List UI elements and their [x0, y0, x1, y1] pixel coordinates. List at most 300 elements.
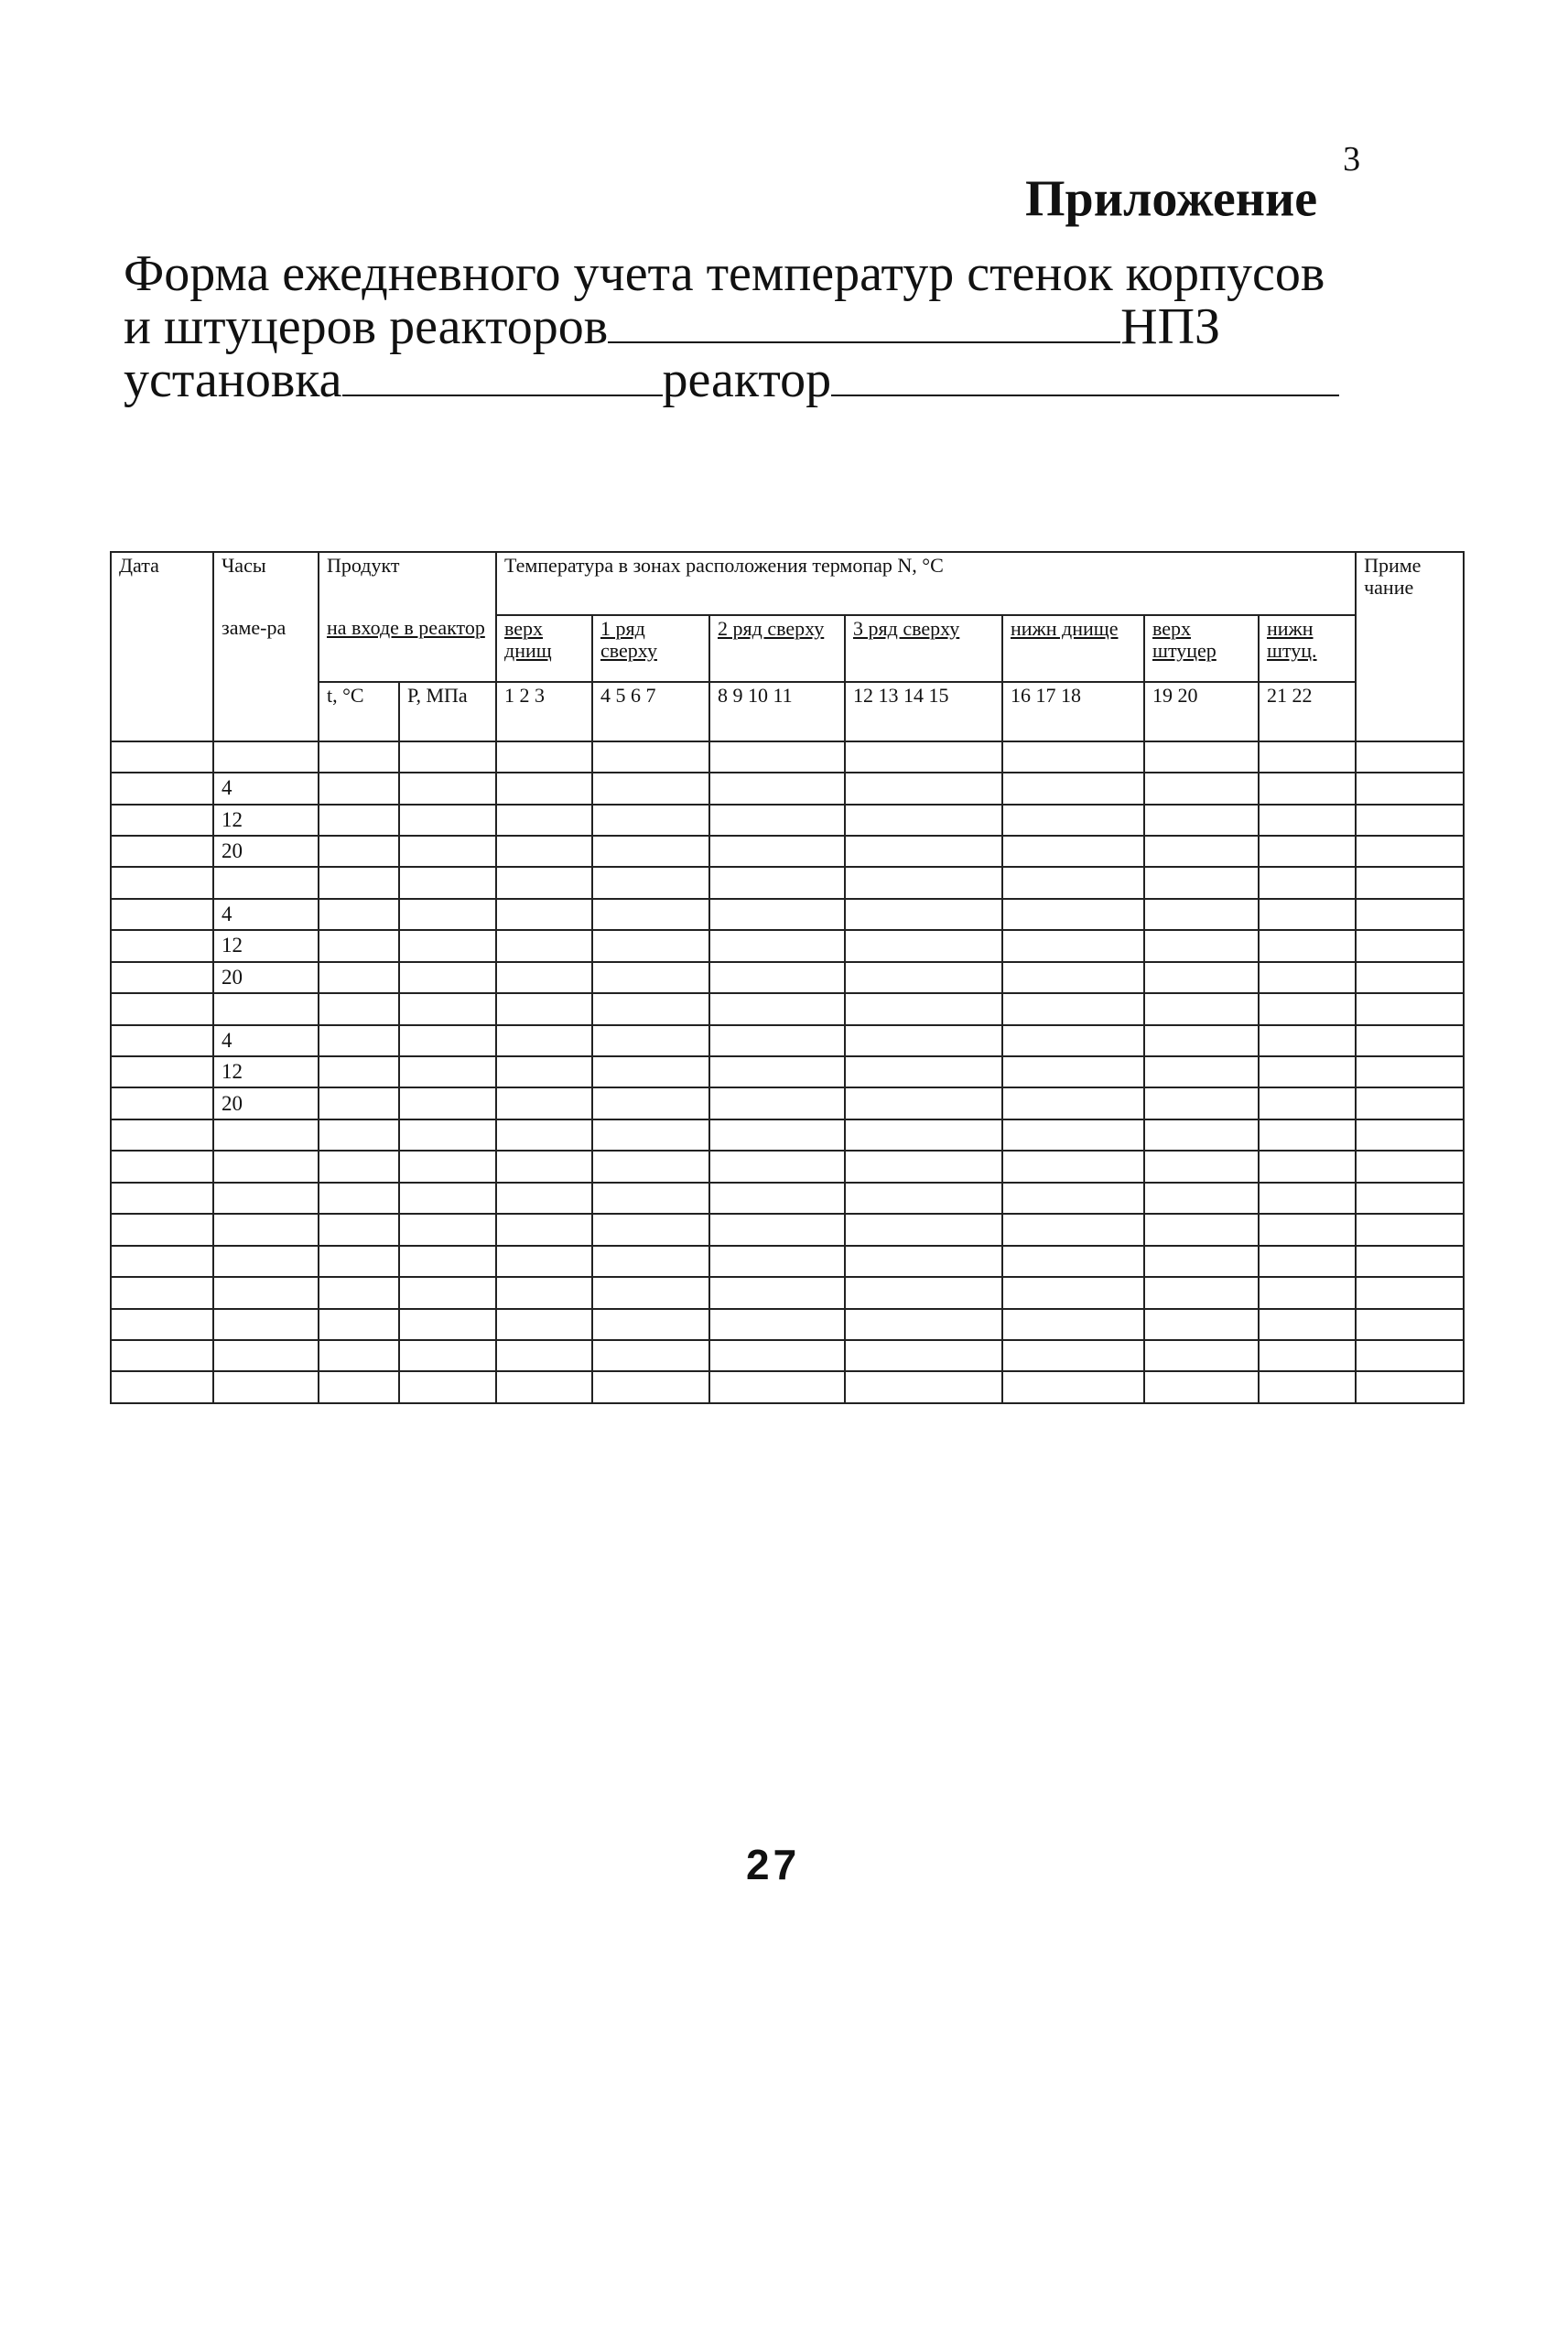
entry-cell[interactable]: [1144, 1309, 1259, 1340]
entry-cell[interactable]: [1002, 1087, 1144, 1119]
entry-cell[interactable]: [1259, 1056, 1356, 1087]
entry-cell[interactable]: [1259, 1183, 1356, 1214]
entry-cell[interactable]: [1356, 930, 1464, 961]
entry-cell[interactable]: [1002, 1183, 1144, 1214]
entry-cell[interactable]: [1144, 1087, 1259, 1119]
entry-cell[interactable]: [1356, 1056, 1464, 1087]
entry-cell[interactable]: [319, 993, 399, 1024]
entry-cell[interactable]: [319, 1340, 399, 1371]
hour-cell[interactable]: [213, 1246, 319, 1277]
entry-cell[interactable]: [845, 1025, 1002, 1056]
entry-cell[interactable]: [399, 1119, 496, 1151]
appendix-label: Приложение: [1025, 170, 1318, 228]
entry-cell[interactable]: [709, 1025, 845, 1056]
entry-cell[interactable]: [496, 1183, 592, 1214]
entry-cell[interactable]: [1356, 993, 1464, 1024]
header-pressure-col: Р, МПа: [399, 682, 496, 741]
entry-cell[interactable]: [496, 867, 592, 898]
entry-cell[interactable]: [111, 1340, 213, 1371]
entry-cell[interactable]: [1259, 962, 1356, 993]
entry-cell[interactable]: [1356, 1277, 1464, 1308]
entry-cell[interactable]: [1259, 1214, 1356, 1245]
entry-cell[interactable]: [399, 930, 496, 961]
table-row: [111, 867, 1464, 898]
entry-cell[interactable]: [1259, 1371, 1356, 1403]
entry-cell[interactable]: [399, 867, 496, 898]
entry-cell[interactable]: [1002, 1025, 1144, 1056]
hour-cell[interactable]: [213, 1183, 319, 1214]
entry-cell[interactable]: [1144, 741, 1259, 773]
entry-cell[interactable]: [709, 805, 845, 836]
entry-cell[interactable]: [592, 962, 709, 993]
entry-cell[interactable]: [709, 1277, 845, 1308]
entry-cell[interactable]: [1002, 899, 1144, 930]
entry-cell[interactable]: [709, 993, 845, 1024]
entry-cell[interactable]: [845, 805, 1002, 836]
title-line-2: [124, 300, 1405, 353]
entry-cell[interactable]: [319, 1056, 399, 1087]
entry-cell[interactable]: [1259, 993, 1356, 1024]
entry-cell[interactable]: [319, 805, 399, 836]
entry-cell[interactable]: [496, 836, 592, 867]
entry-cell[interactable]: [496, 1151, 592, 1182]
entry-cell[interactable]: [592, 993, 709, 1024]
entry-cell[interactable]: [111, 993, 213, 1024]
entry-cell[interactable]: [399, 1214, 496, 1245]
entry-cell[interactable]: [496, 930, 592, 961]
hour-cell[interactable]: 12: [213, 805, 319, 836]
zone-numbers-4: 12 13 14 15: [845, 682, 1002, 741]
header-date: Дата: [111, 552, 213, 741]
entry-cell[interactable]: [709, 1371, 845, 1403]
entry-cell[interactable]: [111, 867, 213, 898]
hour-cell[interactable]: 20: [213, 836, 319, 867]
entry-cell[interactable]: [709, 1246, 845, 1277]
entry-cell[interactable]: [1356, 899, 1464, 930]
entry-cell[interactable]: [496, 962, 592, 993]
form-title: [124, 247, 1405, 406]
entry-cell[interactable]: [111, 1025, 213, 1056]
entry-cell[interactable]: [1144, 867, 1259, 898]
hour-cell[interactable]: 20: [213, 962, 319, 993]
entry-cell[interactable]: [845, 962, 1002, 993]
hour-cell[interactable]: [213, 993, 319, 1024]
table-row: [111, 1214, 1464, 1245]
entry-cell[interactable]: [111, 773, 213, 804]
entry-cell[interactable]: [1144, 1056, 1259, 1087]
entry-cell[interactable]: [111, 1056, 213, 1087]
table-row: [111, 1309, 1464, 1340]
entry-cell[interactable]: [1259, 1246, 1356, 1277]
entry-cell[interactable]: [111, 1371, 213, 1403]
entry-cell[interactable]: [592, 867, 709, 898]
entry-cell[interactable]: [709, 773, 845, 804]
entry-cell[interactable]: [709, 1087, 845, 1119]
entry-cell[interactable]: [399, 1056, 496, 1087]
table-row: [111, 1025, 1464, 1056]
entry-cell[interactable]: [1356, 741, 1464, 773]
entry-cell[interactable]: [845, 1246, 1002, 1277]
entry-cell[interactable]: [1259, 1151, 1356, 1182]
entry-cell[interactable]: [592, 1246, 709, 1277]
entry-cell[interactable]: [1356, 962, 1464, 993]
entry-cell[interactable]: [1144, 1371, 1259, 1403]
zone-label-5-text: нижн днище: [1011, 616, 1119, 640]
reactor-label: реактор: [662, 351, 832, 408]
entry-cell[interactable]: [845, 930, 1002, 961]
entry-cell[interactable]: [845, 1151, 1002, 1182]
entry-cell[interactable]: [709, 1309, 845, 1340]
entry-cell[interactable]: [496, 1246, 592, 1277]
zone-label-6: [1144, 615, 1259, 682]
entry-cell[interactable]: [709, 1151, 845, 1182]
entry-cell[interactable]: [592, 1309, 709, 1340]
entry-cell[interactable]: [1356, 1119, 1464, 1151]
entry-cell[interactable]: [1144, 993, 1259, 1024]
entry-cell[interactable]: [592, 1087, 709, 1119]
entry-cell[interactable]: [1259, 1025, 1356, 1056]
header-hours-bottom: заме-ра: [213, 615, 319, 741]
hour-cell[interactable]: [213, 1340, 319, 1371]
entry-cell[interactable]: [399, 1025, 496, 1056]
entry-cell[interactable]: [1002, 930, 1144, 961]
entry-cell[interactable]: [111, 930, 213, 961]
table-row: [111, 1277, 1464, 1308]
entry-cell[interactable]: [111, 1277, 213, 1308]
entry-cell[interactable]: [709, 899, 845, 930]
entry-cell[interactable]: [496, 1214, 592, 1245]
entry-cell[interactable]: [399, 805, 496, 836]
entry-cell[interactable]: [592, 1371, 709, 1403]
entry-cell[interactable]: [845, 899, 1002, 930]
header-product-sub: [319, 615, 496, 682]
entry-cell[interactable]: [111, 1119, 213, 1151]
entry-cell[interactable]: [496, 899, 592, 930]
entry-cell[interactable]: [592, 805, 709, 836]
entry-cell[interactable]: [319, 1214, 399, 1245]
hour-cell[interactable]: 12: [213, 930, 319, 961]
entry-cell[interactable]: [1259, 930, 1356, 961]
entry-cell[interactable]: [1259, 836, 1356, 867]
entry-cell[interactable]: [319, 1309, 399, 1340]
entry-cell[interactable]: [319, 1371, 399, 1403]
entry-cell[interactable]: [1144, 836, 1259, 867]
entry-cell[interactable]: [399, 962, 496, 993]
entry-cell[interactable]: [845, 1309, 1002, 1340]
table-row: [111, 1151, 1464, 1182]
entry-cell[interactable]: [1002, 1056, 1144, 1087]
entry-cell[interactable]: [845, 1119, 1002, 1151]
entry-cell[interactable]: [1144, 805, 1259, 836]
entry-cell[interactable]: [399, 1309, 496, 1340]
entry-cell[interactable]: [399, 1371, 496, 1403]
entry-cell[interactable]: [592, 741, 709, 773]
entry-cell[interactable]: [709, 1214, 845, 1245]
entry-cell[interactable]: [845, 773, 1002, 804]
entry-cell[interactable]: [1356, 836, 1464, 867]
header-notes: Приме чание: [1356, 552, 1464, 741]
entry-cell[interactable]: [1259, 805, 1356, 836]
entry-cell[interactable]: [1259, 1119, 1356, 1151]
entry-cell[interactable]: [399, 1151, 496, 1182]
entry-cell[interactable]: [319, 930, 399, 961]
entry-cell[interactable]: [592, 1119, 709, 1151]
entry-cell[interactable]: [1259, 773, 1356, 804]
entry-cell[interactable]: [1002, 1214, 1144, 1245]
header-product-top: Продукт: [319, 552, 496, 615]
zone-label-7: [1259, 615, 1356, 682]
entry-cell[interactable]: [496, 1309, 592, 1340]
hour-cell[interactable]: 20: [213, 1087, 319, 1119]
entry-cell[interactable]: [709, 930, 845, 961]
entry-cell[interactable]: [1002, 741, 1144, 773]
hour-cell[interactable]: 4: [213, 899, 319, 930]
entry-cell[interactable]: [319, 773, 399, 804]
hour-cell[interactable]: [213, 1309, 319, 1340]
entry-cell[interactable]: [1356, 1340, 1464, 1371]
entry-cell[interactable]: [111, 962, 213, 993]
entry-cell[interactable]: [709, 1183, 845, 1214]
entry-cell[interactable]: [1002, 805, 1144, 836]
entry-cell[interactable]: [111, 899, 213, 930]
zone-label-1-text: верх днищ: [504, 616, 552, 662]
entry-cell[interactable]: [845, 1371, 1002, 1403]
entry-cell[interactable]: [845, 836, 1002, 867]
entry-cell[interactable]: [709, 836, 845, 867]
entry-cell[interactable]: [1144, 773, 1259, 804]
entry-cell[interactable]: [1356, 1309, 1464, 1340]
entry-cell[interactable]: [1002, 1309, 1144, 1340]
entry-cell[interactable]: [1356, 1371, 1464, 1403]
entry-cell[interactable]: [496, 1119, 592, 1151]
entry-cell[interactable]: [1144, 899, 1259, 930]
entry-cell[interactable]: [845, 1056, 1002, 1087]
entry-cell[interactable]: [319, 867, 399, 898]
hour-cell[interactable]: [213, 1151, 319, 1182]
entry-cell[interactable]: [399, 1340, 496, 1371]
zone-numbers-6: 19 20: [1144, 682, 1259, 741]
entry-cell[interactable]: [319, 836, 399, 867]
entry-cell[interactable]: [496, 1371, 592, 1403]
entry-cell[interactable]: [1259, 1340, 1356, 1371]
entry-cell[interactable]: [399, 836, 496, 867]
entry-cell[interactable]: [399, 741, 496, 773]
zone-numbers-5: 16 17 18: [1002, 682, 1144, 741]
entry-cell[interactable]: [1002, 1151, 1144, 1182]
entry-cell[interactable]: [709, 867, 845, 898]
entry-cell[interactable]: [845, 1087, 1002, 1119]
entry-cell[interactable]: [1259, 1309, 1356, 1340]
entry-cell[interactable]: [1002, 1246, 1144, 1277]
entry-cell[interactable]: [1259, 741, 1356, 773]
entry-cell[interactable]: [1002, 1119, 1144, 1151]
entry-cell[interactable]: [592, 773, 709, 804]
entry-cell[interactable]: [592, 930, 709, 961]
table-row: [111, 836, 1464, 867]
zone-label-2: [592, 615, 709, 682]
entry-cell[interactable]: [319, 1277, 399, 1308]
entry-cell[interactable]: [592, 1277, 709, 1308]
entry-cell[interactable]: [845, 1214, 1002, 1245]
entry-cell[interactable]: [111, 836, 213, 867]
entry-cell[interactable]: [399, 1277, 496, 1308]
temperature-log-table: [110, 551, 1465, 1404]
entry-cell[interactable]: [592, 1056, 709, 1087]
entry-cell[interactable]: [1002, 1340, 1144, 1371]
entry-cell[interactable]: [496, 1277, 592, 1308]
entry-cell[interactable]: [1002, 1277, 1144, 1308]
hour-cell[interactable]: [213, 1277, 319, 1308]
entry-cell[interactable]: [111, 1087, 213, 1119]
entry-cell[interactable]: [845, 1277, 1002, 1308]
entry-cell[interactable]: [111, 1246, 213, 1277]
entry-cell[interactable]: [1144, 1277, 1259, 1308]
hour-cell[interactable]: 12: [213, 1056, 319, 1087]
entry-cell[interactable]: [319, 1183, 399, 1214]
hour-cell[interactable]: [213, 1119, 319, 1151]
entry-cell[interactable]: [1356, 1025, 1464, 1056]
entry-cell[interactable]: [111, 1183, 213, 1214]
entry-cell[interactable]: [1144, 1214, 1259, 1245]
entry-cell[interactable]: [1144, 1183, 1259, 1214]
entry-cell[interactable]: [845, 867, 1002, 898]
entry-cell[interactable]: [319, 1087, 399, 1119]
entry-cell[interactable]: [319, 1151, 399, 1182]
entry-cell[interactable]: [1259, 899, 1356, 930]
title-line-1: Форма ежедневного учета температур стенок корпусов: [124, 245, 1325, 302]
entry-cell[interactable]: [111, 1151, 213, 1182]
entry-cell[interactable]: [1356, 1087, 1464, 1119]
entry-cell[interactable]: [111, 1309, 213, 1340]
entry-cell[interactable]: [399, 773, 496, 804]
zone-numbers-1: 1 2 3: [496, 682, 592, 741]
entry-cell[interactable]: [592, 1151, 709, 1182]
entry-cell[interactable]: [1002, 962, 1144, 993]
table-row: [111, 962, 1464, 993]
entry-cell[interactable]: [399, 1087, 496, 1119]
entry-cell[interactable]: [845, 741, 1002, 773]
entry-cell[interactable]: [399, 1183, 496, 1214]
entry-cell[interactable]: [1356, 1246, 1464, 1277]
entry-cell[interactable]: [399, 899, 496, 930]
hour-cell[interactable]: [213, 1371, 319, 1403]
entry-cell[interactable]: [1144, 962, 1259, 993]
entry-cell[interactable]: [709, 962, 845, 993]
entry-cell[interactable]: [709, 1340, 845, 1371]
entry-cell[interactable]: [1002, 836, 1144, 867]
title-line-2-end: НПЗ: [1120, 298, 1221, 355]
entry-cell[interactable]: [592, 899, 709, 930]
table-row: [111, 1119, 1464, 1151]
entry-cell[interactable]: [1144, 930, 1259, 961]
zone-label-7-text: нижн штуц.: [1267, 616, 1317, 662]
entry-cell[interactable]: [319, 899, 399, 930]
header-hours-top: Часы: [213, 552, 319, 615]
header-row-2: [111, 615, 1464, 682]
entry-cell[interactable]: [592, 1025, 709, 1056]
entry-cell[interactable]: [1356, 867, 1464, 898]
entry-cell[interactable]: [1356, 1214, 1464, 1245]
entry-cell[interactable]: [496, 1340, 592, 1371]
entry-cell[interactable]: [592, 1214, 709, 1245]
entry-cell[interactable]: [496, 993, 592, 1024]
entry-cell[interactable]: [319, 1119, 399, 1151]
entry-cell[interactable]: [1259, 867, 1356, 898]
entry-cell[interactable]: [592, 836, 709, 867]
page-number: 27: [746, 1841, 801, 1888]
entry-cell[interactable]: [1144, 1246, 1259, 1277]
entry-cell[interactable]: [496, 1056, 592, 1087]
entry-cell[interactable]: [1356, 1151, 1464, 1182]
entry-cell[interactable]: [709, 1056, 845, 1087]
entry-cell[interactable]: [496, 805, 592, 836]
entry-cell[interactable]: [592, 1340, 709, 1371]
table-row: [111, 1087, 1464, 1119]
zone-label-5: [1002, 615, 1144, 682]
entry-cell[interactable]: [319, 962, 399, 993]
header-temperature-group: Температура в зонах расположения термопар N, °С: [496, 552, 1356, 615]
appendix-heading: [1025, 140, 1361, 229]
entry-cell[interactable]: [399, 1246, 496, 1277]
entry-cell[interactable]: [709, 1119, 845, 1151]
entry-cell[interactable]: [1144, 1340, 1259, 1371]
entry-cell[interactable]: [1002, 867, 1144, 898]
entry-cell[interactable]: [845, 1340, 1002, 1371]
reactor-blank: [831, 394, 1339, 396]
table-row: [111, 1340, 1464, 1371]
entry-cell[interactable]: [845, 993, 1002, 1024]
entry-cell[interactable]: [1002, 993, 1144, 1024]
entry-cell[interactable]: [111, 741, 213, 773]
entry-cell[interactable]: [1144, 1151, 1259, 1182]
entry-cell[interactable]: [1356, 805, 1464, 836]
hour-cell[interactable]: 4: [213, 773, 319, 804]
table-row: [111, 773, 1464, 804]
entry-cell[interactable]: [592, 1183, 709, 1214]
entry-cell[interactable]: [111, 805, 213, 836]
entry-cell[interactable]: [319, 1025, 399, 1056]
entry-cell[interactable]: [399, 993, 496, 1024]
table-row: [111, 1056, 1464, 1087]
entry-cell[interactable]: [1259, 1087, 1356, 1119]
entry-cell[interactable]: [496, 1025, 592, 1056]
entry-cell[interactable]: [1144, 1119, 1259, 1151]
hour-cell[interactable]: [213, 1214, 319, 1245]
hour-cell[interactable]: [213, 741, 319, 773]
hour-cell[interactable]: [213, 867, 319, 898]
entry-cell[interactable]: [1356, 773, 1464, 804]
entry-cell[interactable]: [1002, 1371, 1144, 1403]
entry-cell[interactable]: [496, 1087, 592, 1119]
entry-cell[interactable]: [496, 741, 592, 773]
entry-cell[interactable]: [1259, 1277, 1356, 1308]
table-row: [111, 1246, 1464, 1277]
unit-label: установка: [124, 351, 342, 408]
hour-cell[interactable]: 4: [213, 1025, 319, 1056]
entry-cell[interactable]: [496, 773, 592, 804]
entry-cell[interactable]: [1356, 1183, 1464, 1214]
entry-cell[interactable]: [845, 1183, 1002, 1214]
zone-numbers-2: 4 5 6 7: [592, 682, 709, 741]
table-row: [111, 899, 1464, 930]
entry-cell[interactable]: [319, 1246, 399, 1277]
entry-cell[interactable]: [1144, 1025, 1259, 1056]
entry-cell[interactable]: [709, 741, 845, 773]
entry-cell[interactable]: [1002, 773, 1144, 804]
unit-blank: [342, 394, 663, 396]
entry-cell[interactable]: [319, 741, 399, 773]
entry-cell[interactable]: [111, 1214, 213, 1245]
